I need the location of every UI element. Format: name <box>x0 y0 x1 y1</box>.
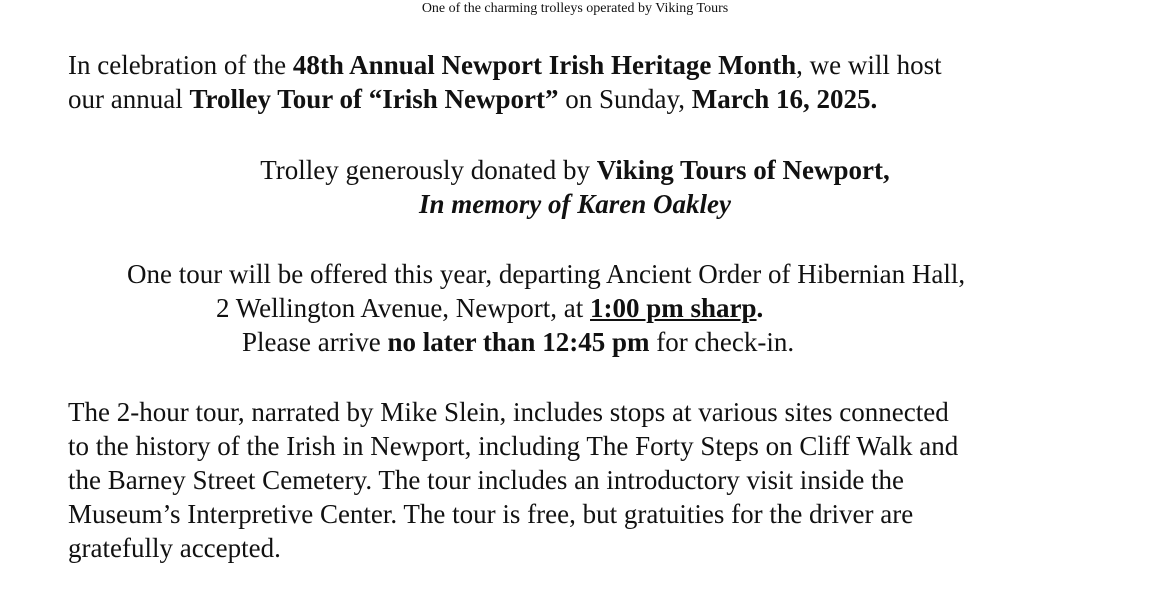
details-line: The 2-hour tour, narrated by Mike Slein, includes stops at various sites connected <box>68 397 949 427</box>
photo-caption: One of the charming trolleys operated by Viking Tours <box>421 1 729 16</box>
donation-line <box>0 154 1150 187</box>
checkin-text: Please arrive <box>242 327 388 357</box>
departure-period: . <box>756 293 764 323</box>
intro-text: our annual <box>68 84 190 114</box>
intro-text: In celebration of the <box>68 50 293 80</box>
checkin-text: for check-in. <box>649 327 795 357</box>
departure-time: 1:00 pm sharp <box>590 293 757 323</box>
departure-address: 2 Wellington Avenue, Newport, at <box>216 293 591 323</box>
departure-line-3 <box>242 326 794 359</box>
departure-text: One tour <box>127 259 223 289</box>
event-date: March 16, 2025. <box>691 84 878 114</box>
departure-text: will be offered this year, departing Ancient Order of Hibernian Hall, <box>222 259 966 289</box>
tour-name: Trolley Tour of “Irish Newport” <box>189 84 559 114</box>
departure-line-2 <box>216 292 763 325</box>
intro-line-1 <box>68 49 942 82</box>
event-name: 48th Annual Newport Irish Heritage Month <box>292 50 797 80</box>
intro-text: , we will host <box>796 50 942 80</box>
checkin-time: no later than 12:45 pm <box>387 327 650 357</box>
details-line: Museum’s Interpretive Center. The tour is free, but gratuities for the driver are <box>68 499 914 529</box>
departure-line-1 <box>127 258 965 291</box>
memorial-line: In memory of Karen Oakley <box>419 189 731 219</box>
details-line: the Barney Street Cemetery. The tour includes an introductory visit inside the <box>68 465 905 495</box>
details-line: to the history of the Irish in Newport, including The Forty Steps on Cliff Walk and <box>68 431 959 461</box>
details-line: gratefully accepted. <box>68 533 281 563</box>
donor-name: Viking Tours of Newport, <box>596 155 890 185</box>
intro-text: on Sunday, <box>558 84 692 114</box>
intro-line-2 <box>68 83 877 116</box>
donation-text: Trolley generously donated by <box>260 155 597 185</box>
